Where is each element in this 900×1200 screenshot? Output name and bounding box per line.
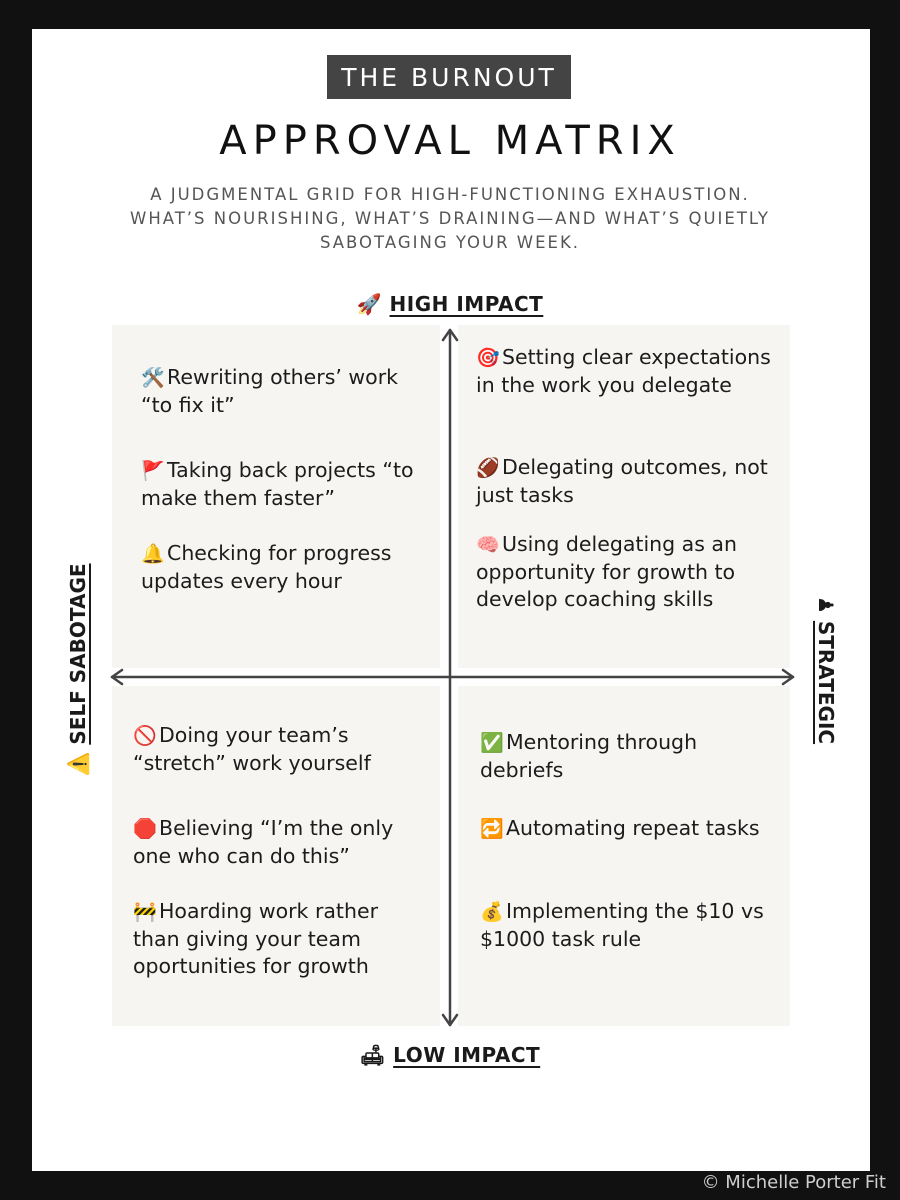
construction-icon: 🚧 [133, 901, 157, 923]
item-text: Automating repeat tasks [506, 816, 760, 840]
item-text: Believing “I’m the only one who can do this” [133, 816, 394, 868]
red-flag-icon: 🚩 [141, 460, 165, 482]
axis-left-label: SELF SABOTAGE [66, 563, 90, 745]
item-text: Checking for progress updates every hour [141, 541, 392, 593]
axis-right-label: STRATEGIC [814, 620, 838, 745]
item-text: Mentoring through debriefs [480, 730, 698, 782]
football-icon: 🏈 [476, 457, 500, 479]
stop-sign-icon: 🛑 [133, 818, 157, 840]
list-item [133, 722, 431, 777]
item-text: Hoarding work rather than giving your team oportunities for growth [133, 899, 379, 978]
item-text: Setting clear expectations in the work you delegate [476, 345, 771, 397]
list-item [141, 457, 431, 512]
list-item [480, 729, 780, 784]
axis-bottom-low-impact [0, 1043, 900, 1067]
list-item [476, 454, 776, 509]
brain-icon: 🧠 [476, 534, 500, 556]
copyright-text: © Michelle Porter Fit [701, 1172, 886, 1193]
list-item [480, 898, 780, 953]
item-text: Rewriting others’ work “to fix it” [141, 365, 399, 417]
rocket-icon: 🚀 [356, 292, 383, 316]
bell-icon: 🔔 [141, 543, 165, 565]
couch-icon: 🛋 [359, 1043, 386, 1067]
list-item [476, 344, 776, 399]
warning-icon: ⚠️ [66, 751, 90, 777]
axis-bottom-label: LOW IMPACT [393, 1043, 541, 1067]
list-item [141, 364, 431, 419]
list-item [133, 815, 431, 870]
item-text: Using delegating as an opportunity for growth to develop coaching skills [476, 532, 737, 611]
money-bag-icon: 💰 [480, 901, 504, 923]
tools-icon: 🛠️ [141, 367, 165, 389]
list-item [133, 898, 431, 980]
target-icon: 🎯 [476, 347, 500, 369]
check-mark-icon: ✅ [480, 732, 504, 754]
page-title: APPROVAL MATRIX [219, 118, 681, 164]
list-item [480, 815, 780, 843]
item-text: Delegating outcomes, not just tasks [476, 455, 768, 507]
item-text: Taking back projects “to make them faster” [141, 458, 414, 510]
axis-right-strategic [814, 596, 838, 744]
prohibited-icon: 🚫 [133, 725, 157, 747]
item-text: Doing your team’s “stretch” work yourself [133, 723, 371, 775]
axis-top-high-impact [0, 292, 900, 316]
badge-text: THE BURNOUT [341, 62, 557, 92]
page-subtitle: A JUDGMENTAL GRID FOR HIGH-FUNCTIONING EXHAUSTION. WHAT’S NOURISHING, WHAT’S DRAINING—AND WHAT’S QUIETLY SABOTAGING YOUR WEEK. [130, 185, 771, 252]
list-item [476, 531, 776, 613]
axis-top-label: HIGH IMPACT [389, 292, 544, 316]
item-text: Implementing the $10 vs $1000 task rule [480, 899, 764, 951]
chess-pawn-icon: ♟ [814, 595, 838, 614]
list-item [141, 540, 431, 595]
repeat-icon: 🔁 [480, 818, 504, 840]
axis-left-self-sabotage [66, 563, 90, 776]
